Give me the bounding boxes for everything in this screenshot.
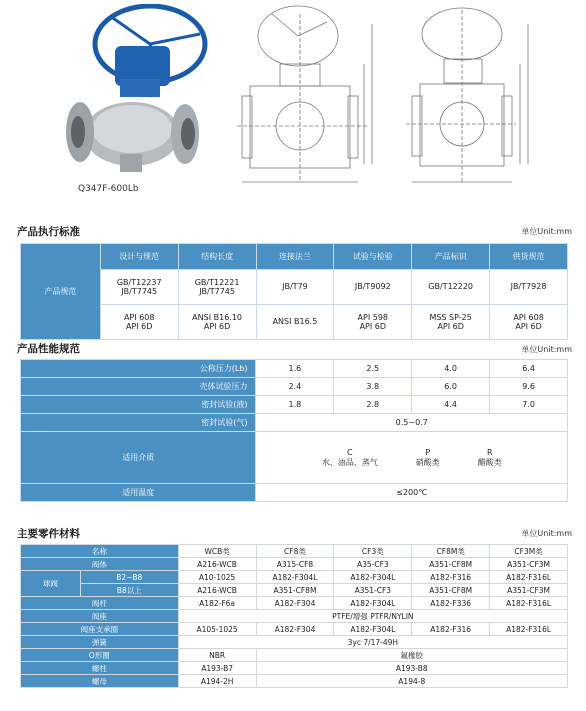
materials-cell: A182-F304L <box>334 623 412 636</box>
standards-header: 设计与规范 <box>100 244 178 270</box>
materials-cell: A216-WCB <box>178 584 256 597</box>
performance-cell: 6.0 <box>412 378 490 396</box>
materials-cell: A182-F6a <box>178 597 256 610</box>
media-text: 醋酸类 <box>477 457 502 467</box>
materials-cell: A315-CF8 <box>256 558 334 571</box>
materials-cell: A194-2H <box>178 675 256 688</box>
performance-cell: 2.8 <box>334 396 412 414</box>
materials-col-header: WCB类 <box>178 545 256 558</box>
materials-cell: A351-CF8M <box>256 584 334 597</box>
performance-cell: 6.4 <box>490 360 568 378</box>
materials-name-header: 名称 <box>21 545 179 558</box>
standards-cell: API 608 API 6D <box>100 305 178 340</box>
media-cell <box>256 432 568 484</box>
media-item <box>322 448 378 468</box>
performance-table <box>20 359 568 502</box>
materials-row-label: 阀体 <box>21 558 179 571</box>
standards-table <box>20 243 568 340</box>
temp-label: 适用温度 <box>21 484 256 502</box>
standards-cell: GB/T12221 JB/T7745 <box>178 270 256 305</box>
materials-row-label: 螺母 <box>21 675 179 688</box>
standards-header: 连接法兰 <box>256 244 334 270</box>
materials-cell: 氟橡胶 <box>256 649 567 662</box>
materials-cell: A182-F304L <box>334 597 412 610</box>
performance-label: 密封试验(液) <box>21 396 256 414</box>
materials-cell: A351-CF8M <box>412 584 490 597</box>
section1-title: 产品执行标准 <box>17 226 80 238</box>
materials-cell: A182-F316 <box>412 623 490 636</box>
materials-cell: 3yc 7/17-49H <box>178 636 567 649</box>
standards-header: 结构长度 <box>178 244 256 270</box>
materials-col-header: CF3类 <box>334 545 412 558</box>
materials-cell: A182-F304 <box>256 623 334 636</box>
materials-sub-label: B8以上 <box>80 584 178 597</box>
performance-cell: 2.4 <box>256 378 334 396</box>
standards-row-label: 产品规范 <box>21 244 101 340</box>
media-text: 水、油品、蒸气 <box>321 457 378 467</box>
performance-cell: 2.5 <box>334 360 412 378</box>
section-drawing-body <box>404 4 544 194</box>
media-code: R <box>486 447 493 457</box>
media-code: C <box>346 447 353 457</box>
section2-title: 产品性能规范 <box>17 343 80 355</box>
performance-label: 密封试验(气) <box>21 414 256 432</box>
standards-cell: GB/T12237 JB/T7745 <box>100 270 178 305</box>
performance-label: 壳体试验压力 <box>21 378 256 396</box>
materials-sub-label: B2~B8 <box>80 571 178 584</box>
temp-value: ≤200℃ <box>256 484 568 502</box>
performance-cell: 1.6 <box>256 360 334 378</box>
materials-col-header: CF3M类 <box>490 545 568 558</box>
materials-cell: A105-1025 <box>178 623 256 636</box>
materials-cell: PTFE/增强 PTFR/NYLIN <box>178 610 567 623</box>
standards-cell: JB/T9092 <box>334 270 412 305</box>
materials-col-header: CF8类 <box>256 545 334 558</box>
section2-unit: 单位Unit:mm <box>521 345 572 354</box>
product-images <box>0 0 586 200</box>
standards-cell: API 598 API 6D <box>334 305 412 340</box>
media-item <box>478 448 502 468</box>
materials-cell: A182-F336 <box>412 597 490 610</box>
gas-test-value: 0.5~0.7 <box>256 414 568 432</box>
materials-row-label: 螺柱 <box>21 662 179 675</box>
performance-label: 公称压力(Lb) <box>21 360 256 378</box>
materials-cell: A10-1025 <box>178 571 256 584</box>
media-text: 硝酸类 <box>415 457 440 467</box>
materials-cell: A351-CF8M <box>412 558 490 571</box>
media-item <box>416 448 440 468</box>
media-label: 适用介质 <box>21 432 256 484</box>
materials-cell: A182-F316L <box>490 623 568 636</box>
performance-cell: 1.8 <box>256 396 334 414</box>
materials-row-label: 阀座支承圈 <box>21 623 179 636</box>
materials-row-label: 球阀 <box>21 571 81 597</box>
materials-row-label: 阀杆 <box>21 597 179 610</box>
materials-row-label: O形圈 <box>21 649 179 662</box>
performance-cell: 3.8 <box>334 378 412 396</box>
performance-cell: 4.4 <box>412 396 490 414</box>
materials-cell: A351-CF3 <box>334 584 412 597</box>
section3-unit: 单位Unit:mm <box>521 529 572 538</box>
materials-cell: A351-CF3M <box>490 584 568 597</box>
section1-unit: 单位Unit:mm <box>521 227 572 236</box>
performance-cell: 7.0 <box>490 396 568 414</box>
materials-row-label: 弹簧 <box>21 636 179 649</box>
materials-cell: A35-CF3 <box>334 558 412 571</box>
materials-cell: A182-F304L <box>256 571 334 584</box>
materials-cell: NBR <box>178 649 256 662</box>
standards-header: 试验与检验 <box>334 244 412 270</box>
standards-header: 产品标识 <box>412 244 490 270</box>
materials-cell: A182-F304 <box>256 597 334 610</box>
materials-col-header: CF8M类 <box>412 545 490 558</box>
materials-cell: A182-F316L <box>490 597 568 610</box>
media-code: P <box>425 447 431 457</box>
section-drawing-gear <box>232 4 384 194</box>
materials-cell: A216-WCB <box>178 558 256 571</box>
materials-table <box>20 544 568 688</box>
performance-cell: 9.6 <box>490 378 568 396</box>
materials-cell: A182-F316 <box>412 571 490 584</box>
materials-row-label: 阀座 <box>21 610 179 623</box>
standards-cell: JB/T7928 <box>490 270 568 305</box>
standards-cell: MSS SP-25 API 6D <box>412 305 490 340</box>
valve-photo <box>50 4 210 179</box>
section3-title: 主要零件材料 <box>17 528 80 540</box>
standards-cell: ANSI B16.10 API 6D <box>178 305 256 340</box>
photo-caption: Q347F-600Lb <box>78 184 139 194</box>
standards-cell: API 608 API 6D <box>490 305 568 340</box>
standards-cell: GB/T12220 <box>412 270 490 305</box>
performance-cell: 4.0 <box>412 360 490 378</box>
materials-cell: A182-F304L <box>334 571 412 584</box>
standards-cell: ANSI B16.5 <box>256 305 334 340</box>
standards-header: 供货规范 <box>490 244 568 270</box>
standards-cell: JB/T79 <box>256 270 334 305</box>
materials-cell: A193-B7 <box>178 662 256 675</box>
materials-cell: A193-B8 <box>256 662 567 675</box>
materials-cell: A182-F316L <box>490 571 568 584</box>
materials-cell: A194-8 <box>256 675 567 688</box>
materials-cell: A351-CF3M <box>490 558 568 571</box>
